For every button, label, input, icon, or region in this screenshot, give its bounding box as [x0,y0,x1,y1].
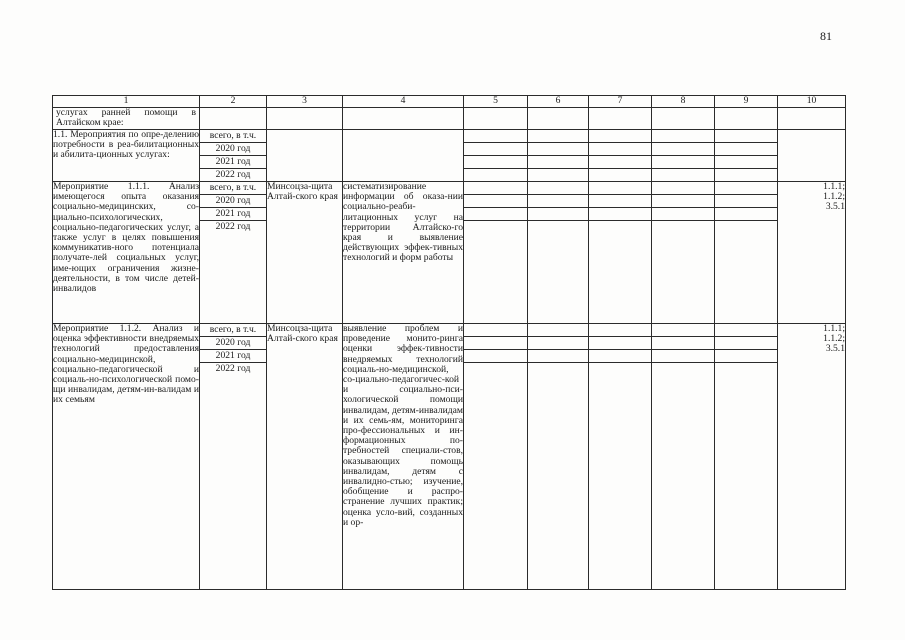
value-cell [589,324,652,590]
value-cell [715,182,778,324]
table-row [53,130,846,182]
result-cell: систематизирование информации об оказа-нии социально-реаби-литационных услуг на территории Алтайско-го края и выявление действующих эффек-тивных технологий и форм работы [343,182,464,324]
table-row-intro [53,108,846,130]
value-cell [652,130,715,182]
result-cell [343,130,464,182]
value-cell [528,130,589,182]
year-subcell: 2020 год [200,195,266,208]
value-cell [652,324,715,590]
year-subcell: 2022 год [215,169,251,180]
page-number: 81 [820,29,832,43]
executor-cell [267,130,343,182]
years-cell [200,130,267,182]
column-number: 10 [778,96,846,108]
year-subcell: всего, в т.ч. [200,130,266,143]
value-cell [464,324,528,590]
value-cell [589,130,652,182]
intro-text: услугах ранней помощи в Алтайском крае: [53,108,200,130]
year-subcell: 2022 год [215,221,251,232]
column-number: 1 [53,96,200,108]
year-subcell: 2022 год [215,363,251,374]
table-row [53,324,846,590]
years-cell [200,182,267,324]
empty-cell [589,108,652,130]
year-subcell: всего, в т.ч. [200,324,266,337]
value-cell [715,324,778,590]
plan-table [52,95,846,590]
empty-cell [715,108,778,130]
empty-cell [267,108,343,130]
measure-title: Мероприятие 1.1.2. Анализ и оценка эффективности внедряемых технологий предоставления социально-медицинской, социально-педагогической и социаль-но-психологической помо-щи инвалидам, детям-ин-валидам и их семьям [53,324,200,590]
column-number: 4 [343,96,464,108]
table-row [53,182,846,324]
column-number: 7 [589,96,652,108]
indicator-code: 3.5.1 [825,201,845,213]
indicator-code: 1.1.1; [823,323,845,334]
indicator-cell [778,324,846,590]
column-number: 2 [200,96,267,108]
value-cell [589,182,652,324]
empty-cell [652,108,715,130]
years-cell [200,324,267,590]
value-cell [715,130,778,182]
column-number: 5 [464,96,528,108]
value-cell [528,182,589,324]
value-cell [652,182,715,324]
column-number: 3 [267,96,343,108]
executor-cell: Минсоцза-щита Алтай-ского края [267,324,343,590]
column-number: 8 [652,96,715,108]
empty-cell [200,108,267,130]
indicator-code: 1.1.2; [823,191,845,203]
value-cell [464,182,528,324]
result-cell: выявление проблем и проведение монито-ринга оценки эффек-тивности внедряемых технологий социаль-но-медицинской, со-циально-педагогичес-кой и социально-пси-хологической помощи инвалидам, детям-инвалидам и их семь-ям, мониторинга про-фессиональных и ин-формационных по-требностей специали-стов, оказывающих помощь инвалидам, детям с инвалидно-стью; изучение, обобщение и распро-странение лучших практик; оценка усло-вий, созданных и ор- [343,324,464,590]
indicator-code: 1.1.1; [823,181,845,192]
year-subcell: 2021 год [200,350,266,363]
column-number-row [53,96,846,108]
empty-cell [464,108,528,130]
indicator-cell [778,130,846,182]
year-subcell: 2021 год [200,208,266,221]
executor-cell: Минсоцза-щита Алтай-ского края [267,182,343,324]
year-subcell: 2020 год [200,337,266,350]
empty-cell [778,108,846,130]
value-cell [528,324,589,590]
indicator-code: 3.5.1 [825,343,845,355]
indicator-code: 1.1.2; [823,333,845,345]
year-subcell: всего, в т.ч. [200,182,266,195]
value-cell [464,130,528,182]
year-subcell: 2020 год [200,143,266,156]
indicator-cell [778,182,846,324]
year-subcell: 2021 год [200,156,266,169]
empty-cell [528,108,589,130]
measure-title: 1.1. Мероприятия по опре-делению потребности в реа-билитационных и абилита-ционных услугах: [53,130,200,182]
column-number: 9 [715,96,778,108]
measure-title: Мероприятие 1.1.1. Анализ имеющегося опыта оказания социально-медицинских, со-циально-психологических, социально-педагогических услуг, а также услуг в целях повышения коммуникатив-ного потенциала получате-лей социальных услуг, име-ющих ограничения жизне-деятельности, в том числе детей-инвалидов [53,182,200,324]
empty-cell [343,108,464,130]
column-number: 6 [528,96,589,108]
